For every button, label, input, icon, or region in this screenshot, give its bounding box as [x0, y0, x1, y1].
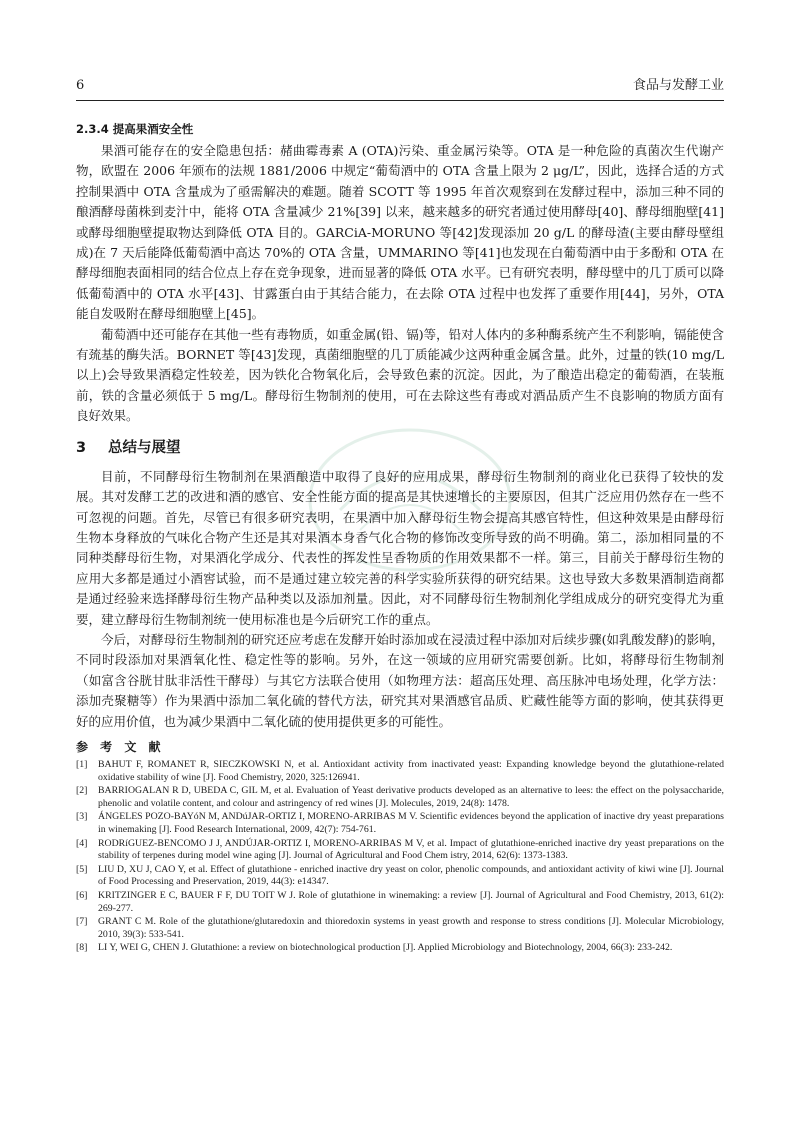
reference-text: BARRIOGALAN R D, UBEDA C, GIL M, et al. Evaluation of Yeast derivative products developed as an alternative to lees: the effect on the polysaccharide, phenolic and volatile content, and colour and astringency of red wines [J]. Molecules, 2019, 24(8): 1478. [98, 785, 724, 809]
subsection-title: 2.3.4 提高果酒安全性 [76, 122, 194, 136]
reference-text: KRITZINGER E C, BAUER F F, DU TOIT W J. Role of glutathione in winemaking: a review [J]. Journal of Agricultural and Food Chemistry, 2013, 61(2): 269-277. [98, 889, 724, 914]
article-body [76, 120, 724, 956]
reference-item [76, 838, 724, 863]
section-title: 总结与展望 [108, 439, 181, 456]
reference-number: [1] [76, 758, 88, 770]
body-paragraph: 今后，对酵母衍生物制剂的研究还应考虑在发酵开始时添加或在浸渍过程中添加对后续步骤(如乳酸发酵)的影响，不同时段添加对果酒氧化性、稳定性等的影响。另外，在这一领域的应用研究需要创新。比如，将酵母衍生物制剂（如富含谷胱甘肽非活性干酵母）与其它方法联合使用（如物理方法：超高压处理、高压脉冲电场处理，化学方法：添加壳聚糖等）作为果酒中添加二氧化硫的替代方法，研究其对果酒感官品质、贮藏性能等方面的影响，使其获得更好的应用价值，也为减少果酒中二氧化硫的使用提供更多的可能性。 [76, 631, 724, 729]
reference-number: [5] [76, 863, 88, 875]
reference-text: BAHUT F, ROMANET R, SIECZKOWSKI N, et al. Antioxidant activity from inactivated yeast: Expanding knowledge beyond the glutathione-related oxidative stability of wine [J]. Food Chemistry, 2020, 325:126941. [98, 758, 724, 783]
section-heading [76, 437, 724, 459]
reference-item [76, 890, 724, 915]
reference-text: ÁNGELES POZO-BAYóN M, ANDúJAR-ORTIZ I, MORENO-ARRIBAS M V. Scientific evidences beyond the application of inactive dry yeast preparations in winemaking [J]. Food Research International, 2009, 42(7): 754-761. [98, 811, 724, 835]
reference-number: [3] [76, 811, 88, 823]
reference-item [76, 759, 724, 784]
reference-number: [8] [76, 942, 88, 954]
reference-text: RODRíGUEZ-BENCOMO J J, ANDÚJAR-ORTIZ I, MORENO-ARRIBAS M V, et al. Impact of glutathione-enriched inactive dry yeast preparations on the stability of terpenes during model wine aging [J]. Journal of Agricultural and Food Chem istry, 2014, 62(6): 1373-1383. [98, 837, 724, 862]
reference-text: LI Y, WEI G, CHEN J. Glutathione: a review on biotechnological production [J]. Applied Microbiology and Biotechnology, 2004, 66(3): 233-242. [98, 942, 673, 954]
reference-item [76, 864, 724, 889]
page-number: 6 [76, 78, 85, 93]
section-number: 3 [76, 439, 87, 456]
reference-text: GRANT C M. Role of the glutathione/glutaredoxin and thioredoxin systems in yeast growth and response to stress conditions [J]. Molecular Microbiology, 2010, 39(3): 533-541. [98, 916, 724, 940]
body-paragraph: 目前，不同酵母衍生物制剂在果酒酿造中取得了良好的应用成果，酵母衍生物制剂的商业化已获得了较快的发展。其对发酵工艺的改进和酒的感官、安全性能方面的提高是其快速增长的主要原因，但其广泛应用仍然存在一些不可忽视的问题。首先，尽管已有很多研究表明，在果酒中加入酵母衍生物会提高其感官特性，但这种效果是由酵母衍生物本身释放的气味化合物产生还是其对果酒本身香气化合物的修饰改变所导致的尚不明确。第二，添加相同量的不同种类酵母衍生物，对果酒化学成分、代表性的挥发性呈香物质的作用效果都不一样。第三，目前关于酵母衍生物的应用大多都是通过小酒窖试验，而不是通过建立较完善的科学实验所获得的研究结果。这也导致大多数果酒制造商都是通过经验来选择酵母衍生物产品种类以及添加剂量。因此，对不同酵母衍生物制剂化学组成成分的研究变得尤为重要，建立酵母衍生物制剂统一使用标准也是今后研究工作的重点。 [76, 468, 724, 627]
page-header [76, 76, 724, 101]
journal-name: 食品与发酵工业 [632, 78, 724, 93]
reference-number: [7] [76, 916, 88, 928]
reference-number: [2] [76, 785, 88, 797]
reference-list [76, 759, 724, 955]
body-paragraph: 果酒可能存在的安全隐患包括：赭曲霉毒素 A (OTA)污染、重金属污染等。OTA 是一种危险的真菌次生代谢产物，欧盟在 2006 年颁布的法规 1881/2006 中规定“葡萄酒中的 OTA 含量上限为 2 μg/L”，因此，选择合适的方式控制果酒中 OTA 含量成为了亟需解决的难题。随着 SCOTT 等 1995 年首次观察到在发酵过程中，添加三种不同的酿酒酵母菌株到麦汁中，能将 OTA 含量减少 21%[39] 以来，越来越多的研究者通过使用酵母[40]、酵母细胞壁[41]或酵母细胞壁提取物达到降低 OTA 目的。GARCiA-MORUNO 等[42]发现添加 20 g/L 的酵母渣(主要由酵母壁组成)在 7 天后能降低葡萄酒中高达 70%的 OTA 含量，UMMARINO 等[41]也发现在白葡萄酒中由于多酚和 OTA 在酵母细胞表面相同的结合位点上存在竞争现象，进而显著的降低 OTA 水平。已有研究表明，酵母壁中的几丁质可以降低葡萄酒中的 OTA 水平[43]、甘露蛋白由于其结合能力，在去除 OTA 过程中也发挥了重要作用[44]，另外，OTA 能自发吸附在酵母细胞壁上[45]。 [76, 143, 724, 322]
reference-item [76, 785, 724, 810]
body-paragraph: 葡萄酒中还可能存在其他一些有毒物质，如重金属(铅、镉)等，铅对人体内的多种酶系统产生不利影响，镉能使含有巯基的酶失活。BORNET 等[43]发现，真菌细胞壁的几丁质能减少这两种重金属含量。此外，过量的铁(10 mg/L 以上)会导致果酒稳定性较差，因为铁化合物氧化后，会导致色素的沉淀。因此，为了酿造出稳定的葡萄酒，在装瓶前，铁的含量必须低于 5 mg/L。酵母衍生物制剂的使用，可在去除这些有毒或对酒品质产生不良影响的物质方面有良好效果。 [76, 326, 724, 424]
references-heading: 参 考 文 献 [76, 739, 165, 754]
reference-item [76, 811, 724, 836]
reference-item [76, 916, 724, 941]
reference-item [76, 942, 724, 955]
reference-number: [6] [76, 889, 88, 901]
reference-text: LIU D, XU J, CAO Y, et al. Effect of glutathione - enriched inactive dry yeast on color, phenolic compounds, and antioxidant activity of kiwi wine [J]. Journal of Food Processing and Preservation, 2019, 44(3): e14347. [98, 863, 724, 888]
reference-number: [4] [76, 837, 88, 849]
